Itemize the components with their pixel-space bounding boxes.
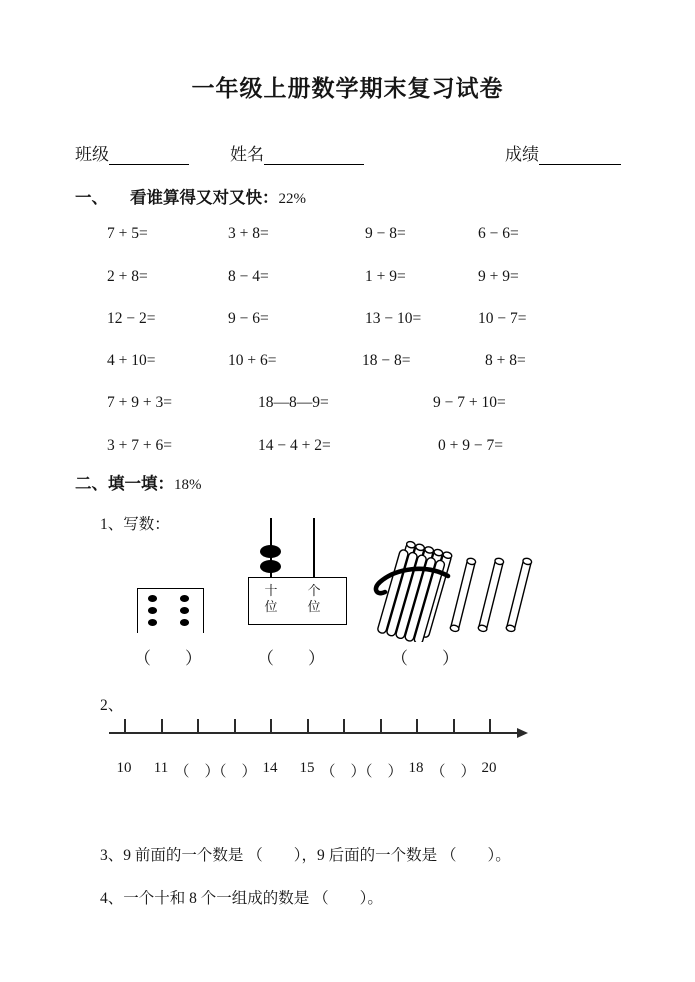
dice-dot — [148, 619, 157, 626]
section1-number: 一、 — [75, 189, 108, 207]
math-problem: 1 + 9= — [365, 268, 406, 285]
math-problem: 4 + 10= — [107, 352, 156, 369]
class-label: 班级 — [75, 145, 109, 164]
number-line-arrowhead — [517, 728, 528, 738]
question1-label: 1、写数： — [100, 516, 170, 533]
question4-text: 4、一个十和 8 个一组成的数是 （ ）。 — [100, 890, 383, 907]
question2-label: 2、 — [100, 697, 124, 714]
math-problem: 8 + 8= — [485, 352, 526, 369]
number-line-label: 20 — [481, 760, 497, 776]
dice-dot — [180, 595, 189, 602]
stick-bundle — [377, 539, 453, 642]
math-problem: 14 − 4 + 2= — [258, 437, 331, 454]
number-line-label: （ ） — [174, 764, 220, 780]
math-problem: 0 + 9 − 7= — [438, 437, 503, 454]
dice-dot — [180, 607, 189, 614]
number-line-label: 18 — [408, 760, 424, 776]
number-line-label: 10 — [116, 760, 132, 776]
tick-mark — [197, 719, 199, 733]
ones-place-label — [303, 583, 325, 614]
name-label: 姓名 — [230, 145, 264, 164]
tick-mark — [234, 719, 236, 733]
number-line-label: （ ） — [357, 764, 403, 780]
tens-char: 十 — [264, 583, 278, 598]
tick-mark — [343, 719, 345, 733]
wei-char: 位 — [307, 598, 321, 614]
tick-mark — [161, 719, 163, 733]
tens-place-label — [260, 583, 282, 614]
section2-percent: 18% — [174, 477, 202, 493]
answer-blank: （ ） — [134, 649, 202, 668]
section1-heading-text: 看谁算得又对又快： — [130, 189, 279, 207]
answer-blank: （ ） — [257, 649, 325, 668]
ge-char: 个 — [307, 583, 321, 598]
dice-illustration — [137, 588, 204, 633]
tick-mark — [416, 719, 418, 733]
math-problem: 18 − 8= — [362, 352, 411, 369]
number-line — [105, 714, 545, 789]
abacus-ones-rod — [313, 518, 315, 578]
math-problem: 10 − 7= — [478, 310, 527, 327]
math-problem: 9 − 7 + 10= — [433, 394, 506, 411]
name-field — [230, 140, 364, 165]
number-line-label: 14 — [262, 760, 278, 776]
math-problem: 3 + 7 + 6= — [107, 437, 172, 454]
math-problem: 9 + 9= — [478, 268, 519, 285]
number-line-axis — [109, 732, 519, 734]
wei-char: 位 — [264, 598, 278, 614]
counting-sticks-illustration — [368, 538, 558, 642]
math-problem: 12 − 2= — [107, 310, 156, 327]
loose-sticks — [450, 557, 533, 632]
abacus-illustration — [248, 518, 348, 626]
score-label: 成绩 — [505, 145, 539, 164]
math-problem: 7 + 5= — [107, 225, 148, 242]
dice-dot — [180, 619, 189, 626]
tick-mark — [124, 719, 126, 733]
tick-mark — [307, 719, 309, 733]
answer-blank: （ ） — [391, 649, 459, 668]
math-problem: 7 + 9 + 3= — [107, 394, 172, 411]
math-problem: 9 − 6= — [228, 310, 269, 327]
section1-percent: 22% — [278, 191, 306, 207]
section2-heading — [75, 470, 202, 494]
math-problem: 10 + 6= — [228, 352, 277, 369]
abacus-bead — [260, 545, 281, 558]
dice-dot — [148, 607, 157, 614]
math-problem: 6 − 6= — [478, 225, 519, 242]
question3-text: 3、9 前面的一个数是 （ ），9 后面的一个数是 （ ）。 — [100, 847, 511, 864]
math-problem: 8 − 4= — [228, 268, 269, 285]
tick-mark — [380, 719, 382, 733]
number-line-label: （ ） — [211, 764, 257, 780]
class-field — [75, 140, 189, 165]
number-line-label: （ ） — [320, 764, 366, 780]
class-blank-line — [109, 147, 189, 165]
score-field — [505, 140, 621, 165]
abacus-place-box — [248, 577, 347, 625]
math-problem: 3 + 8= — [228, 225, 269, 242]
section2-heading-text: 二、填一填： — [75, 475, 174, 493]
math-problem: 9 − 8= — [365, 225, 406, 242]
page-title: 一年级上册数学期末复习试卷 — [191, 75, 504, 101]
score-blank-line — [539, 147, 621, 165]
math-problem: 18—8—9= — [258, 394, 329, 411]
number-line-label: 15 — [299, 760, 315, 776]
section1-heading — [130, 184, 306, 208]
number-line-label: （ ） — [430, 764, 476, 780]
abacus-bead — [260, 560, 281, 573]
math-problem: 13 − 10= — [365, 310, 422, 327]
name-blank-line — [264, 147, 364, 165]
tick-mark — [270, 719, 272, 733]
dice-dot — [148, 595, 157, 602]
tick-mark — [453, 719, 455, 733]
tick-mark — [489, 719, 491, 733]
math-problem: 2 + 8= — [107, 268, 148, 285]
number-line-label: 11 — [153, 760, 169, 776]
